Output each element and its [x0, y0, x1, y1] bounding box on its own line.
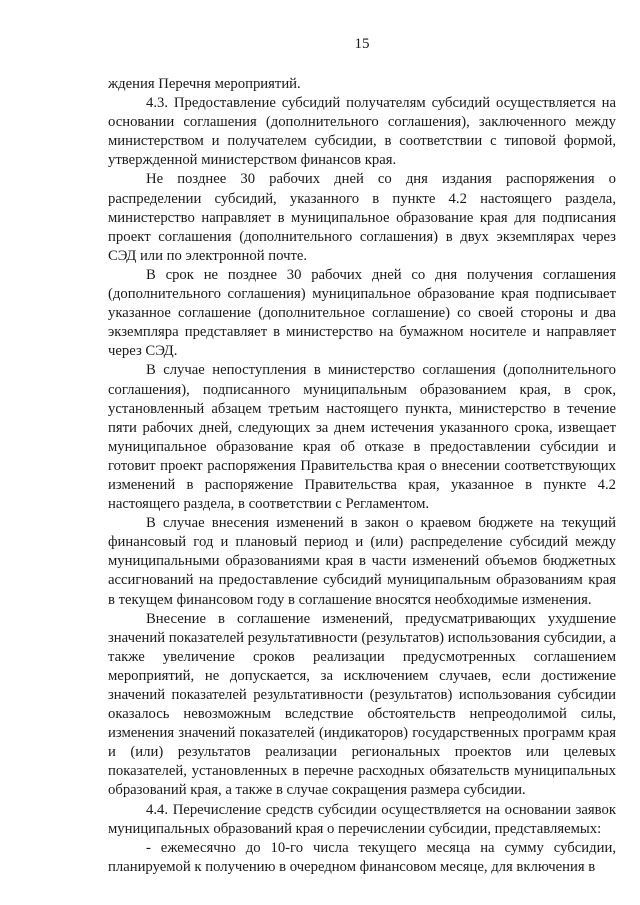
paragraph-continuation: ждения Перечня мероприятий.: [108, 76, 301, 92]
paragraph-non-receipt: В случае непоступления в министерство соглашения (дополнительного соглашения), подписанного муниципальным образованием края, в срок, установленный абзацем третьим настоящего пункта, министерство в течение пяти рабочих дней, следующих за днем истечения указанного срока, извещает муниципальное образование края об отказе в предоставлении субсидии и готовит проект распоряжения Правительства края о внесении соответствующих изменений в распоряжение Правительства края, указанное в пункте 4.2 настоящего раздела, в соответствии с Регламентом.: [108, 362, 616, 513]
page-number: 15: [354, 36, 370, 52]
paragraph-4-3: 4.3. Предоставление субсидий получателям субсидий осуществляется на основании соглашения (дополнительного соглашения), заключенного между министерством и получателем субсидии, в соответствии с типовой формой, утвержденной министерством финансов края.: [108, 95, 616, 169]
paragraph-deadline-signing: В срок не позднее 30 рабочих дней со дня получения соглашения (дополнительного соглашения) муниципальное образование края подписывает указанное соглашение (дополнительное соглашение) со своей стороны и два экземпляра представляет в министерство на бумажном носителе и направляет через СЭД.: [108, 266, 616, 360]
paragraph-4-4: 4.4. Перечисление средств субсидии осуществляется на основании заявок муниципальных образований края о перечислении субсидии, представляемых:: [108, 801, 616, 837]
paragraph-deadline-sending: Не позднее 30 рабочих дней со дня издания распоряжения о распределении субсидий, указанного в пункте 4.2 настоящего раздела, министерство направляет в муниципальное образование края для подписания проект соглашения (дополнительного соглашения) в двух экземплярах через СЭД или по электронной почте.: [108, 171, 616, 264]
paragraph-monthly: - ежемесячно до 10-го числа текущего месяца на сумму субсидии, планируемой к получению в очередном финансовом месяце, для включения в: [108, 839, 616, 875]
paragraph-budget-changes: В случае внесения изменений в закон о краевом бюджете на текущий финансовый год и плановый период и (или) распределение субсидий между муниципальными образованиями края в части изменений объемов бюджетных ассигнований на предоставление субсидий муниципальным образованиям края в текущем финансовом году в соглашение вносятся необходимые изменения.: [108, 515, 616, 608]
paragraph-amendments: Внесение в соглашение изменений, предусматривающих ухудшение значений показателей результативности (результатов) использования субсидии, а также увеличение сроков реализации предусмотренных соглашением мероприятий, не допускается, за исключением случаев, если достижение значений показателей результативности (результатов) использования субсидии оказалось невозможным вследствие обстоятельств непреодолимой силы, изменения значений показателей (индикаторов) государственных программ края и (или) результатов реализации региональных проектов или целевых показателей, установленных в перечне расходных обязательств муниципальных образований края, а также в случае сокращения размера субсидии.: [108, 610, 616, 799]
document-body: [108, 75, 616, 877]
